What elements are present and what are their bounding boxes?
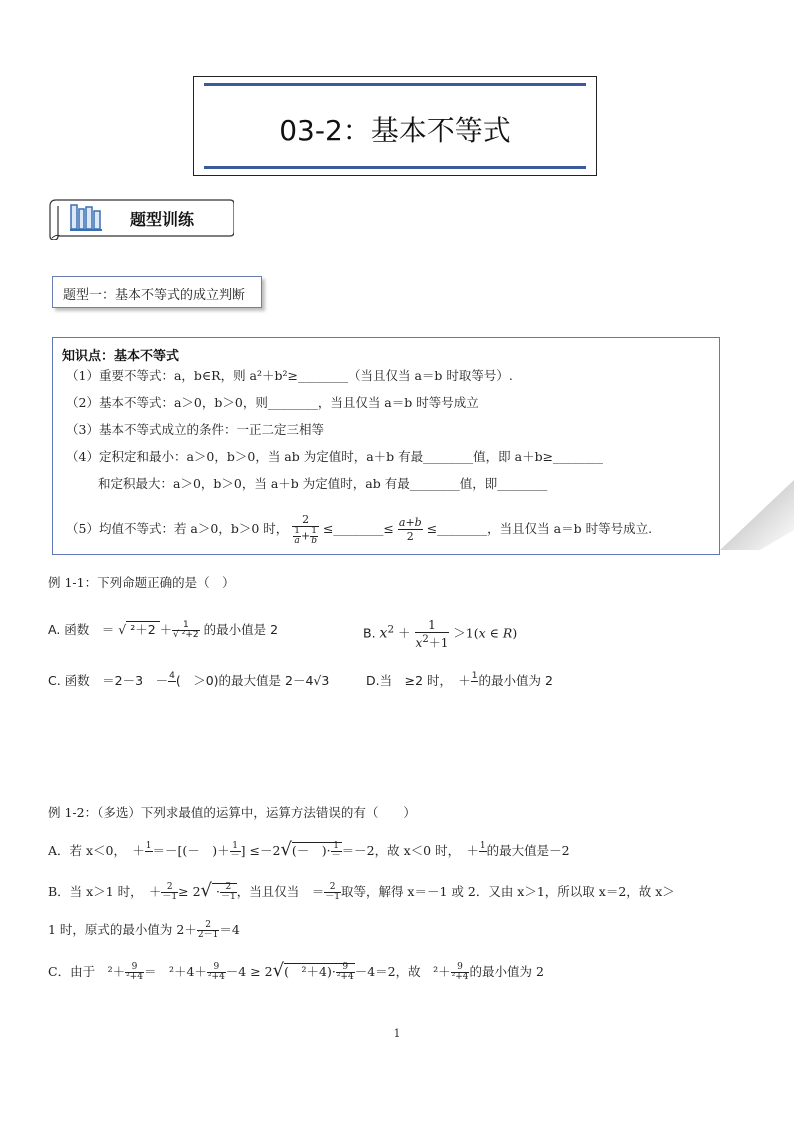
- option-2-B: B．当 x＞1 时， ＋ $\frac{2}{-1}$ ≥ 2√ · $\frac{2}{-1}$ ，当且仅当 ＝ $\frac{2}{-1}$ 取等，解得 x＝－1 或 2．又由 x＞1，所以取 x＝2，故 x＞: [48, 880, 675, 902]
- option-1-C: C. 函数 ＝2－3 － 4 ( ＞0)的最大值是 2－4√3: [48, 671, 330, 688]
- knowledge-line-2: （2）基本不等式：a＞0，b＞0，则________，当且仅当 a＝b 时等号成立: [66, 395, 479, 410]
- example-1-2-stem: 例 1-2：（多选）下列求最值的运算中，运算方法错误的有（ ）: [48, 805, 416, 820]
- option-1-A: A. 函数 ＝ √ ²＋2 ＋ $\frac{1}{\text{√ ²+2}}$ 的最小值是 2: [48, 620, 279, 640]
- knowledge-line-5-tail: ≤________，当且仅当 a＝b 时等号成立.: [426, 521, 653, 536]
- harmonic-fraction: 2 $\frac{1}{a}$ + $\frac{1}{b}$: [294, 513, 317, 546]
- knowledge-line-5: [66, 513, 652, 546]
- example-1-1-stem: 例 1-1：下列命题正确的是（ ）: [48, 575, 235, 590]
- option-2-C: C．由于 ²＋ $\frac{9}{\text{²+4}}$ ＝ ²＋4＋ $\frac{9}{\text{²+4}}$ －4 ≥ 2√( ²＋4)· $\frac{9}{\text{²+4}}$ －4＝2，故 ²＋ $\frac{9}{\text{²+4}}$ 的最小值为 2: [48, 960, 544, 982]
- section-heading-text: 题型一：基本不等式的成立判断: [63, 288, 246, 303]
- title-box: [193, 76, 597, 176]
- knowledge-line-3: （3）基本不等式成立的条件：一正二定三相等: [66, 422, 324, 437]
- knowledge-line-5-mid: ≤________≤: [322, 521, 394, 536]
- section-heading: [52, 276, 262, 308]
- bookshelf-icon: [70, 203, 102, 233]
- option-2-A: A．若 x＜0， ＋ 1 ＝－[(－ )＋ $\frac{1}{-}$ ] ≤－2√(－ )· $\frac{1}{-}$ ＝－2，故 x＜0 时， ＋ 1 的最大值是－2: [48, 839, 570, 861]
- knowledge-heading: 知识点：基本不等式: [62, 349, 180, 364]
- title-bottom-rule: [204, 166, 586, 169]
- knowledge-line-4b: 和定积最大：a＞0，b＞0，当 a＋b 为定值时，ab 有最________值，即________: [98, 476, 548, 491]
- option-2-B-continued: 1 时，原式的最小值为 2＋ $\frac{2}{2-1}$ ＝4: [48, 920, 240, 940]
- page-title: 03-2：基本不等式: [279, 114, 511, 147]
- mean-fraction: $\frac{a+b}{2}$: [398, 516, 422, 543]
- knowledge-line-1: （1）重要不等式：a，b∈R，则 a²＋b²≥________（当且仅当 a＝b 时取等号）.: [66, 368, 513, 383]
- option-1-B: B. $x^2$ ＋ $\frac{1}{x^2+1}$ ＞1(x ∈ R): [363, 618, 518, 650]
- page-number: 1: [393, 1027, 401, 1040]
- knowledge-line-4: （4）定积定和最小：a＞0，b＞0，当 ab 为定值时，a＋b 有最________值，即 a＋b≥________: [66, 449, 604, 464]
- banner-label: 题型训练: [130, 210, 195, 229]
- title-top-rule: [204, 83, 586, 86]
- knowledge-line-5-head: （5）均值不等式：若 a＞0，b＞0 时，: [66, 521, 289, 536]
- option-1-D: D.当 ≥2 时， ＋ 1 的最小值为 2: [366, 671, 553, 688]
